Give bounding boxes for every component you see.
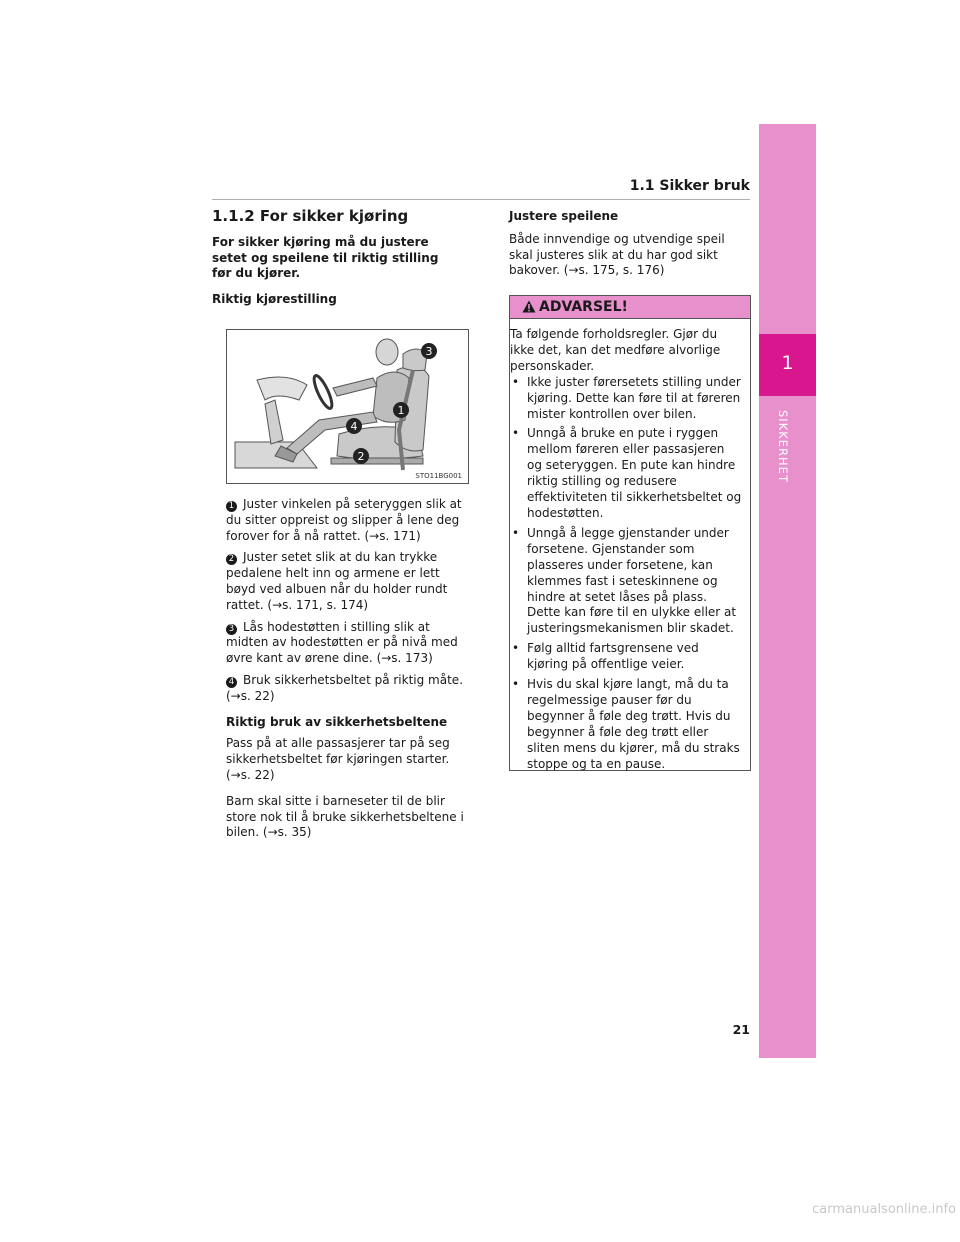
step-4: 4 Bruk sikkerhetsbeltet på riktig måte. (→s. 22) [226,672,464,703]
warning-item: • Unngå å bruke en pute i ryggen mellom føreren eller passasjeren og seteryggen. En pute kan hindre riktig stilling og redusere effektiviteten til sikkerhetsbeltet og hodestøtten. [512,426,742,520]
chapter-tab-strip [759,124,816,1058]
belts-paragraph-2: Barn skal sitte i barneseter til de blir store nok til å bruke sikkerhetsbeltene i bilen. (→s. 35) [226,793,464,840]
mirrors-text: Både innvendige og utvendige speil skal justeres slik at du har god sikt bakover. (→s. 175, s. 176) [509,231,725,278]
warning-item: • Ikke juster førersetets stilling under kjøring. Dette kan føre til at føreren mister kontrollen over bilen. [512,374,741,421]
warning-list [510,375,742,773]
driver-seat-drawing [227,330,468,483]
warning-box [509,295,751,771]
callout-2: 2 [357,450,365,463]
warning-item: • Hvis du skal kjøre langt, må du ta regelmessige pauser før du begynner å føle deg trøtt. Hvis du begynner å føle deg trøtt eller sliten mens du kjører, må du straks stoppe og ta en pause. [512,677,740,771]
callout-4: 4 [350,420,358,433]
page-number: 21 [732,1022,750,1037]
left-column [212,209,470,308]
watermark: carmanualsonline.info [812,1202,956,1217]
chapter-tab-label: SIKKERHET [776,410,790,483]
warning-intro: Ta følgende forholdsregler. Gjør du ikke det, kan det medføre alvorlige personskader. [510,327,721,373]
warning-item: • Følg alltid fartsgrensene ved kjøring på offentlige veier. [512,641,699,672]
step-2: 2 Juster setet slik at du kan trykke pedalene helt inn og armene er lett bøyd ved albuen når du holder rundt rattet. (→s. 171, s. 174) [226,550,448,612]
running-head: 1.1 Sikker bruk [629,178,750,194]
step-1: 1 Juster vinkelen på seteryggen slik at du sitter oppreist og slipper å lene deg forover for å nå rattet. (→s. 171) [226,497,462,543]
figure-code: STO11BG001 [415,472,462,480]
step-number-3: 3 [226,624,237,635]
step-number-1: 1 [226,501,237,512]
warning-title: ADVARSEL! [539,299,628,315]
step-number-2: 2 [226,554,237,565]
intro-text: For sikker kjøring må du justere setet og speilene til riktig stilling før du kjører. [212,234,439,281]
steps-column [226,497,471,841]
section-title: 1.1.2 For sikker kjøring [212,207,409,225]
warning-triangle-icon [522,298,536,320]
callout-1: 1 [397,404,405,417]
mirrors-section [509,209,749,279]
warning-body [510,327,742,776]
warning-item: • Unngå å legge gjenstander under forsetene. Gjenstander som plasseres under forsetene, kan klemmes fast i seteskinnene og hindre at setet låses på plass. Dette kan føre til en ulykke eller at justeringsmekanismen blir skadet. [512,525,737,636]
chapter-tab-number: 1 [781,352,794,374]
step-3: 3 Lås hodestøtten i stilling slik at midten av hodestøtten er på nivå med øvre kant av ørene dine. (→s. 173) [226,619,458,666]
mirrors-heading: Justere speilene [509,209,619,223]
posture-heading: Riktig kjørestilling [212,292,337,307]
warning-header [510,296,750,319]
callout-3: 3 [425,345,433,358]
belts-heading: Riktig bruk av sikkerhetsbeltene [226,714,448,729]
belts-paragraph-1: Pass på at alle passasjerer tar på seg sikkerhetsbeltet før kjøringen starter. (→s. 22) [226,736,450,782]
step-number-4: 4 [226,677,237,688]
header-rule [212,199,750,200]
seating-position-illustration [226,329,469,484]
